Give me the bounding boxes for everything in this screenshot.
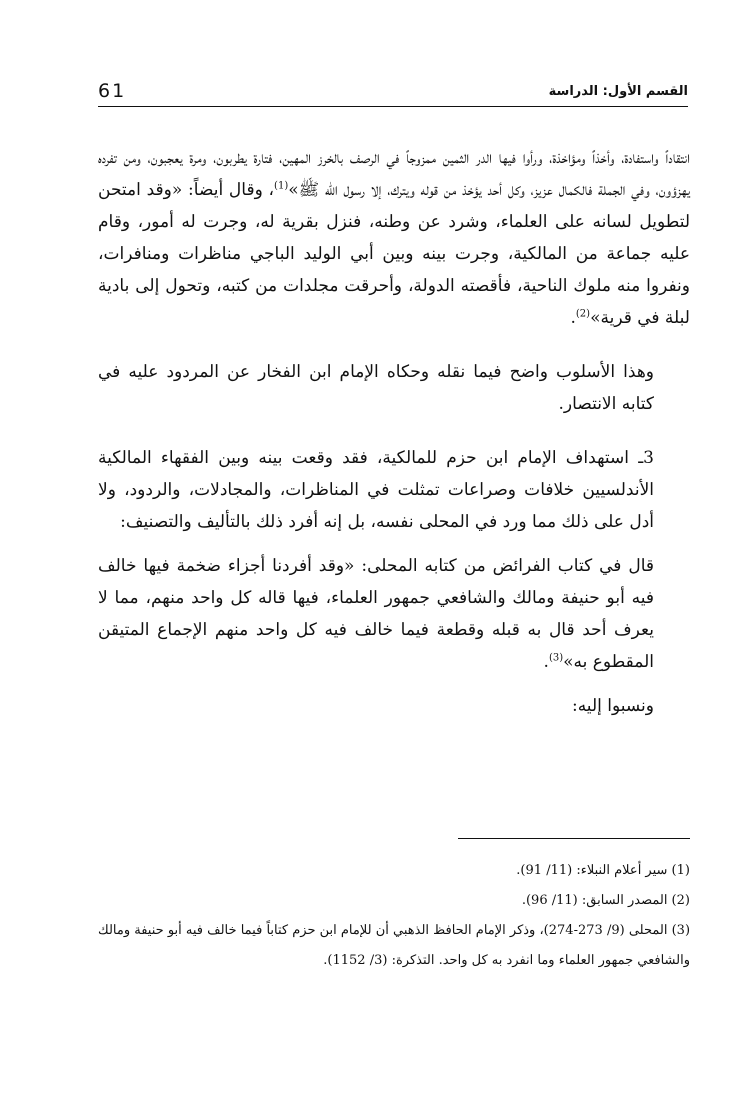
footnote-2: (2) المصدر السابق: (11/ 96). [521,893,690,908]
paragraph-1 [98,142,690,334]
footnote-divider [458,838,690,839]
footnote-ref-2: (2) [575,308,591,320]
footnotes [98,856,690,976]
paragraph-1-text: انتقاداً واستفادة، وأخذاً ومؤاخذة، ورأوا فيها الدر الثمين ممزوجاً في الرصف بالخرز المهين، فتارة يطربون، ومرة يعجبون، ومن تفرده يهزؤون، وفي الجملة فالكمال عزيز، وكل أحد يؤخذ من قوله ويترك، إلا رسول الله ﷺ» [98,148,690,200]
page-number: 61 [98,80,127,102]
footnote-ref-3: (3) [548,652,564,664]
footnote-1: (1) سير أعلام النبلاء: (11/ 91). [516,863,690,878]
paragraph-5: ونسبوا إليه: [571,696,654,716]
footnote-3: (3) المحلى (9/ 273-274)، وذكر الإمام الحافظ الذهبي أن للإمام ابن حزم كتاباً فيما خالف فيه أبو حنيفة ومالك والشافعي جمهور العلماء وما انفرد به كل واحد. التذكرة: (3/ 1152). [98,923,691,968]
paragraph-4 [98,550,690,678]
paragraph-4-end: . [543,652,549,672]
page-header [98,80,688,107]
paragraph-1-text-2: ، وقال أيضاً: «وقد امتحن لتطويل لسانه على العلماء، وشرد عن وطنه، فنزل بقرية له، وجرت له أمور، وقام عليه جماعة من المالكية، وجرت بينه وبين أبي الوليد الباجي مناظرات ومنافرات، ونفروا منه ملوك الناحية، فأقصته الدولة، وأحرقت مجلدات من كتبه، وتحول إلى بادية لبلة في قرية» [98,180,690,328]
running-title: القسم الأول: الدراسة [548,84,688,99]
paragraph-3: 3ـ استهداف الإمام ابن حزم للمالكية، فقد وقعت بينه وبين الفقهاء المالكية الأندلسيين خلافات وصراعات تمثلت في المناظرات، والمجادلات، والردود، ولا أدل على ذلك مما ورد في المحلى نفسه، بل إنه أفرد ذلك بالتأليف والتصنيف: [98,448,654,532]
paragraph-4-text: قال في كتاب الفرائض من كتابه المحلى: «وقد أفردنا أجزاء ضخمة فيها خالف فيه أبو حنيفة ومالك والشافعي جمهور العلماء، فيها قاله كل واحد منهم، مما لا يعرف أحد قال به قبله وقطعة فيما خالف فيه كل واحد منهم الإجماع المتيقن المقطوع به» [98,556,654,672]
paragraph-2: وهذا الأسلوب واضح فيما نقله وحكاه الإمام ابن الفخار عن المردود عليه في كتابه الانتصار. [98,362,654,414]
footnote-ref-1: (1) [274,180,289,192]
paragraph-1-end: . [570,308,576,328]
main-text [98,142,690,722]
